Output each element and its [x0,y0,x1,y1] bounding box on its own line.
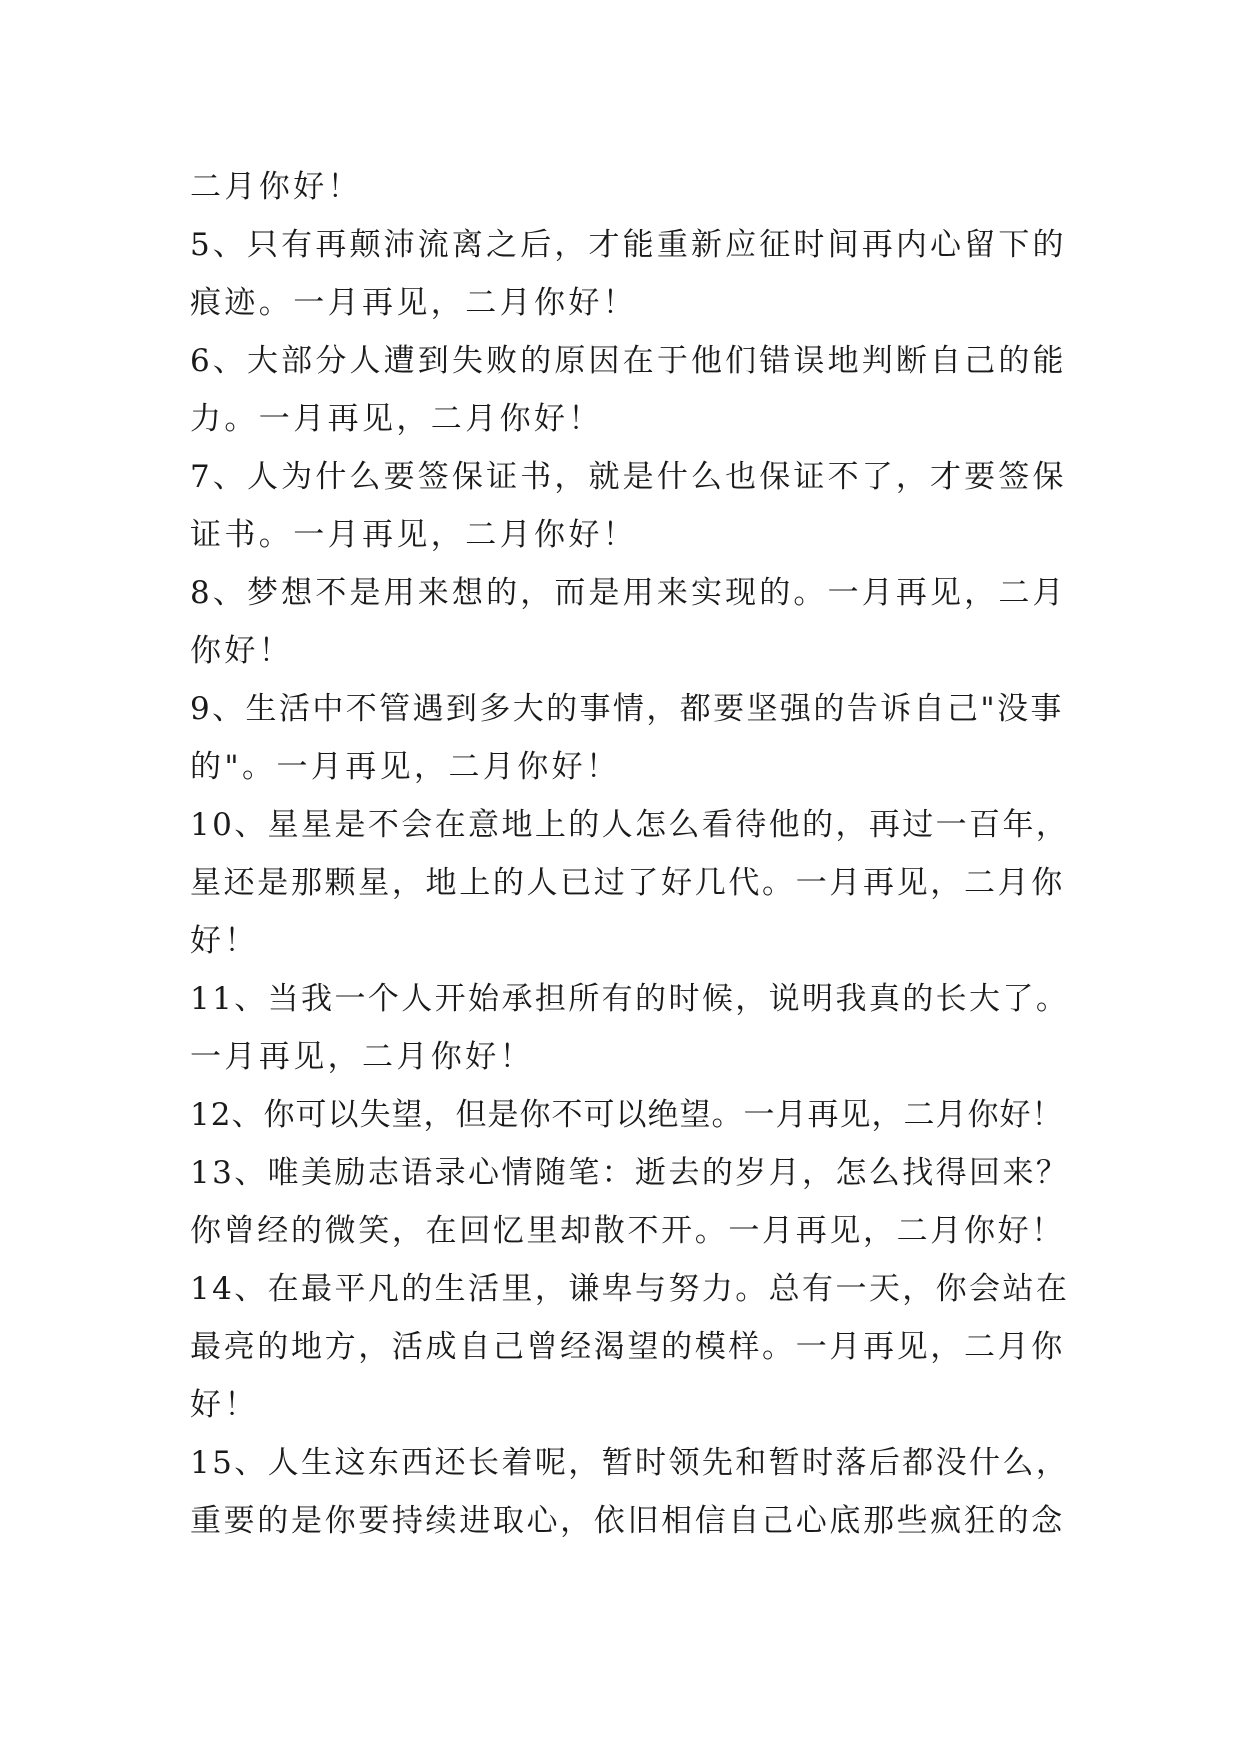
text-line: 力。一月再见，二月你好！ [190,401,603,437]
text-line: 11、当我一个人开始承担所有的时候，说明我真的长大了。 [190,981,1070,1017]
text-line: 12、你可以失望，但是你不可以绝望。一月再见，二月你好！ [190,1097,1064,1133]
text-line: 好！ [190,1387,259,1423]
text-line: 痕迹。一月再见，二月你好！ [190,285,638,321]
text-line: 14、在最平凡的生活里，谦卑与努力。总有一天，你会站在 [190,1271,1070,1307]
text-line: 最亮的地方，活成自己曾经渴望的模样。一月再见，二月你 [190,1329,1065,1365]
text-line: 的"。一月再见，二月你好！ [190,749,621,785]
text-line: 6、大部分人遭到失败的原因在于他们错误地判断自己的能 [190,343,1067,379]
text-line: 证书。一月再见，二月你好！ [190,517,638,553]
text-line: 7、人为什么要签保证书，就是什么也保证不了，才要签保 [190,459,1067,495]
text-line: 你好！ [190,633,294,669]
text-line: 二月你好！ [190,169,362,205]
text-line: 15、人生这东西还长着呢，暂时领先和暂时落后都没什么， [190,1445,1070,1481]
text-line: 10、星星是不会在意地上的人怎么看待他的，再过一百年， [190,807,1070,843]
text-line: 星还是那颗星，地上的人已过了好几代。一月再见，二月你 [190,865,1065,901]
text-line: 5、只有再颠沛流离之后，才能重新应征时间再内心留下的 [190,227,1067,263]
text-line: 重要的是你要持续进取心，依旧相信自己心底那些疯狂的念 [190,1503,1065,1539]
text-line: 9、生活中不管遇到多大的事情，都要坚强的告诉自己"没事 [190,691,1064,727]
document-body [190,158,1070,1550]
text-line: 8、梦想不是用来想的，而是用来实现的。一月再见，二月 [190,575,1067,611]
text-line: 一月再见，二月你好！ [190,1039,534,1075]
text-line: 好！ [190,923,259,959]
text-line: 你曾经的微笑，在回忆里却散不开。一月再见，二月你好！ [190,1213,1065,1249]
text-line: 13、唯美励志语录心情随笔：逝去的岁月，怎么找得回来？ [190,1155,1070,1191]
